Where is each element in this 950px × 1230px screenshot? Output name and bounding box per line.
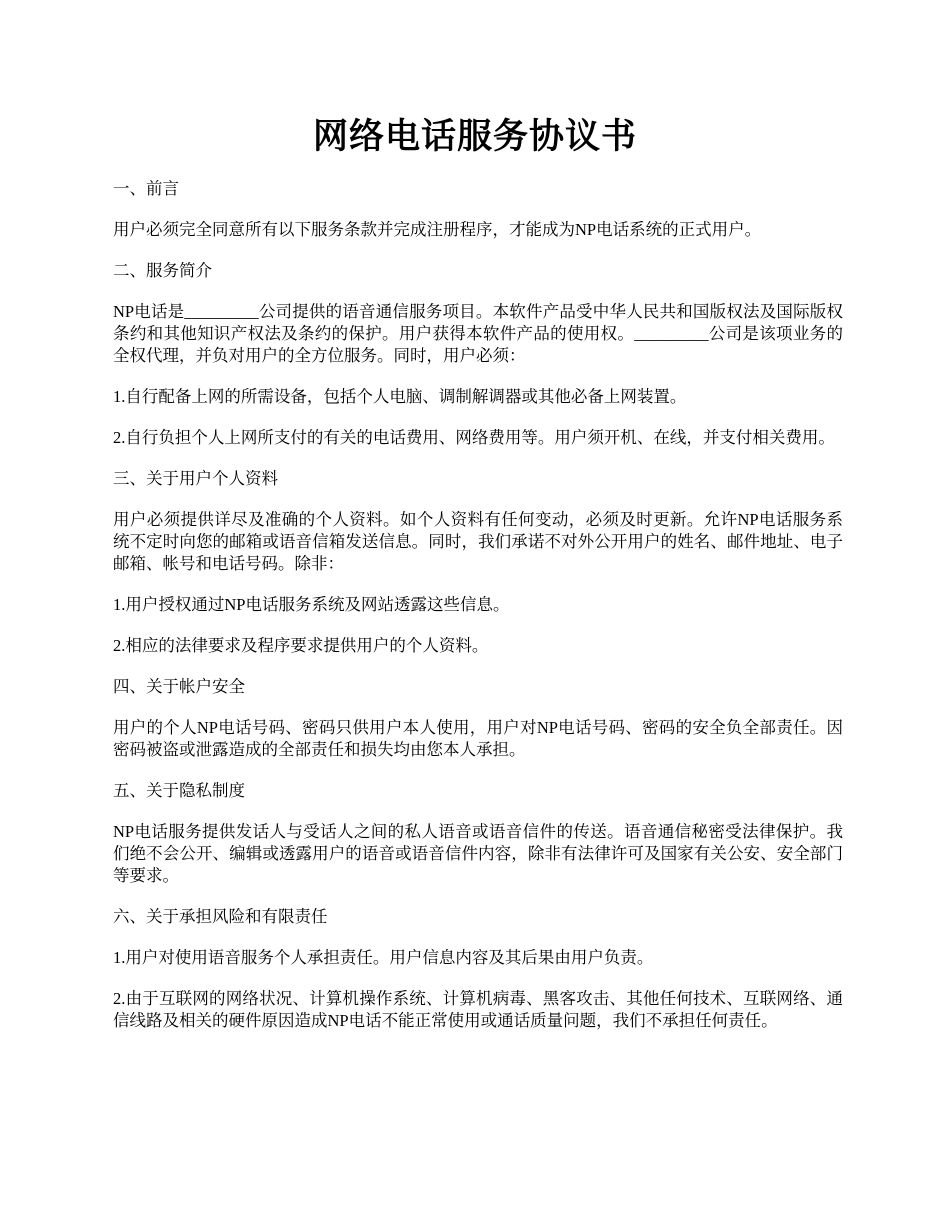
list-item-equipment: 1.自行配备上网的所需设备，包括个人电脑、调制解调器或其他必备上网装置。: [113, 387, 687, 406]
list-item-authorization: 1.用户授权通过NP电话服务系统及网站透露这些信息。: [113, 595, 510, 614]
document-body: [113, 178, 843, 1051]
list-item-disclaimer: 2.由于互联网的网络状况、计算机操作系统、计算机病毒、黑客攻击、其他任何技术、互联网络、通信线路及相关的硬件原因造成NP电话不能正常使用或通话质量问题，我们不承担任何责任。: [113, 989, 843, 1030]
section-heading-account-security: 四、关于帐户安全: [113, 677, 245, 696]
document-title: 网络电话服务协议书: [312, 117, 637, 156]
paragraph-service-intro: NP电话是_________公司提供的语音通信服务项目。本软件产品受中华人民共和国版权法及国际版权条约和其他知识产权法及条约的保护。用户获得本软件产品的使用权。_________公司是该项业务的全权代理，并负对用户的全方位服务。同时，用户必须：: [113, 302, 843, 365]
section-heading-service-intro: 二、服务简介: [113, 261, 212, 280]
section-heading-privacy: 五、关于隐私制度: [113, 781, 245, 800]
section-heading-risk-liability: 六、关于承担风险和有限责任: [113, 907, 328, 926]
list-item-fees: 2.自行负担个人上网所支付的有关的电话费用、网络费用等。用户须开机、在线，并支付相关费用。: [113, 428, 835, 447]
paragraph-privacy: NP电话服务提供发话人与受话人之间的私人语音或语音信件的传送。语音通信秘密受法律保护。我们绝不会公开、编辑或透露用户的语音或语音信件内容，除非有法律许可及国家有关公安、安全部门等要求。: [113, 822, 843, 885]
paragraph-personal-data: 用户必须提供详尽及准确的个人资料。如个人资料有任何变动，必须及时更新。允许NP电话服务系统不定时向您的邮箱或语音信箱发送信息。同时，我们承诺不对外公开用户的姓名、邮件地址、电子邮箱、帐号和电话号码。除非：: [113, 510, 843, 573]
paragraph-account-security: 用户的个人NP电话号码、密码只供用户本人使用，用户对NP电话号码、密码的安全负全部责任。因密码被盗或泄露造成的全部责任和损失均由您本人承担。: [113, 718, 843, 759]
section-heading-preface: 一、前言: [113, 179, 179, 198]
list-item-user-responsibility: 1.用户对使用语音服务个人承担责任。用户信息内容及其后果由用户负责。: [113, 948, 654, 967]
paragraph-preface: 用户必须完全同意所有以下服务条款并完成注册程序，才能成为NP电话系统的正式用户。: [113, 220, 762, 239]
list-item-legal-requirement: 2.相应的法律要求及程序要求提供用户的个人资料。: [113, 636, 489, 655]
section-heading-personal-data: 三、关于用户个人资料: [113, 469, 278, 488]
